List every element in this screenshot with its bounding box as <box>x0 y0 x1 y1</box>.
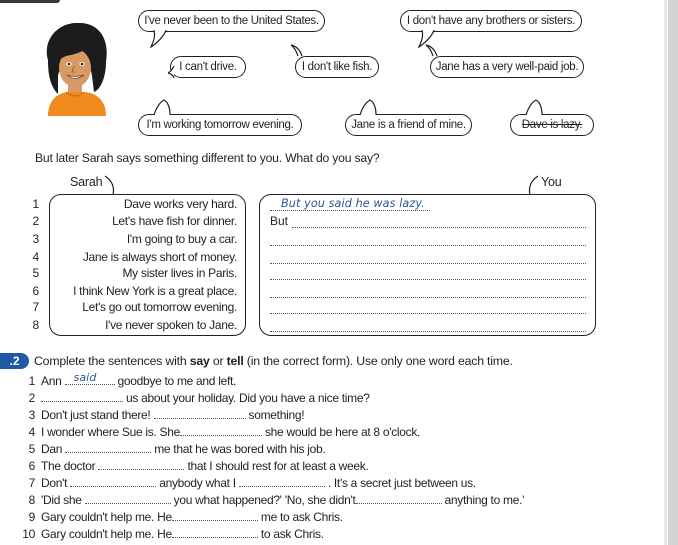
speech-bubble: I don't have any brothers or sisters. <box>400 10 582 32</box>
speech-bubble: I can't drive. <box>170 56 246 78</box>
row-number: 2 <box>32 214 39 228</box>
label-you-tail <box>520 174 540 196</box>
bubble-tail <box>356 98 382 116</box>
answer-prefix: But <box>270 214 289 228</box>
answer-blank[interactable] <box>70 476 156 487</box>
sarah-statement: I've never spoken to Jane. <box>105 318 237 332</box>
sarah-statement: I think New York is a great place. <box>73 284 237 298</box>
row-number: 7 <box>32 300 39 314</box>
speech-bubble-example: Dave is lazy. <box>510 114 594 136</box>
your-replies-panel <box>259 194 596 336</box>
answer-line[interactable] <box>270 313 586 314</box>
speech-bubble: I'm working tomorrow evening. <box>138 114 302 136</box>
exercise-instruction: Complete the sentences with say or tell (in the correct form). Use only one word each time. <box>34 354 513 368</box>
page-edge <box>668 0 678 545</box>
bubble-tail <box>425 44 439 62</box>
sarah-statement: Let's have fish for dinner. <box>112 214 237 228</box>
exercise-item: 2 us about your holiday. Did you have a nice time? <box>28 391 370 405</box>
sarah-statement: Jane is always short of money. <box>82 250 237 264</box>
bubble-tail <box>150 98 176 116</box>
row-number: 1 <box>32 197 39 211</box>
sarah-portrait-illustration <box>40 20 118 116</box>
answer-line[interactable] <box>270 331 586 332</box>
row-number: 8 <box>32 318 39 332</box>
answer-blank[interactable] <box>98 459 184 470</box>
sarah-statement: I'm going to buy a car. <box>126 232 237 246</box>
answer-line[interactable] <box>270 245 586 246</box>
answer-blank[interactable] <box>180 425 262 436</box>
exercise-number-badge: .2 <box>0 353 29 369</box>
page-edge-shadow <box>664 0 667 545</box>
label-you: You <box>541 175 562 189</box>
answer-line[interactable] <box>270 279 586 280</box>
sarah-statement: Dave works very hard. <box>123 197 237 211</box>
speech-bubble: I don't like fish. <box>295 56 379 78</box>
answer-blank[interactable] <box>356 493 442 504</box>
exercise-item: 5 Dan me that he was bored with his job. <box>28 442 326 456</box>
speech-bubble: Jane has a very well-paid job. <box>430 56 584 78</box>
answer-blank[interactable]: said <box>65 374 115 385</box>
exercise-item: 9 Gary couldn't help me. He me to ask Chris. <box>28 510 343 524</box>
answer-line[interactable] <box>292 227 586 228</box>
answer-line[interactable] <box>270 297 586 298</box>
bubble-tail <box>522 98 548 116</box>
sarah-statement: Let's go out tomorrow evening. <box>82 300 237 314</box>
answer-blank[interactable] <box>41 391 123 402</box>
top-rule <box>0 0 60 3</box>
answer-blank[interactable] <box>65 442 151 453</box>
exercise-item: 10 Gary couldn't help me. He to ask Chris. <box>22 527 324 541</box>
exercise-item: 1 Ann said goodbye to me and left. <box>28 371 237 388</box>
exercise-item: 4 I wonder where Sue is. She she would be here at 8 o'clock. <box>28 425 421 439</box>
exercise-item: 8 'Did she you what happened?' 'No, she didn't anything to me.' <box>28 493 525 507</box>
exercise-item: 6 The doctor that I should rest for at least a week. <box>28 459 369 473</box>
answer-line <box>270 210 430 211</box>
bubble-tail <box>168 66 180 80</box>
example-answer: But you said he was lazy. <box>281 197 425 210</box>
speech-bubble: Jane is a friend of mine. <box>345 114 472 136</box>
label-sarah-tail <box>103 174 123 196</box>
exercise-item: 3 Don't just stand there! something! <box>28 408 305 422</box>
speech-bubble: I've never been to the United States. <box>138 10 325 32</box>
sarah-statement: My sister lives in Paris. <box>122 266 237 280</box>
row-number: 4 <box>32 250 39 264</box>
answer-blank[interactable] <box>172 510 258 521</box>
answer-blank[interactable] <box>172 527 258 538</box>
row-number: 6 <box>32 284 39 298</box>
row-number: 3 <box>32 232 39 246</box>
row-number: 5 <box>32 266 39 280</box>
answer-line[interactable] <box>270 263 586 264</box>
answer-blank[interactable] <box>85 493 171 504</box>
label-sarah: Sarah <box>70 175 103 189</box>
bubble-tail <box>290 44 304 62</box>
answer-blank[interactable] <box>239 476 325 487</box>
answer-blank[interactable] <box>154 408 246 419</box>
exercise-item: 7 Don't anybody what I . It's a secret just between us. <box>28 476 476 490</box>
bubble-tail <box>150 30 176 48</box>
exercise-question: But later Sarah says something different to you. What do you say? <box>35 151 380 165</box>
